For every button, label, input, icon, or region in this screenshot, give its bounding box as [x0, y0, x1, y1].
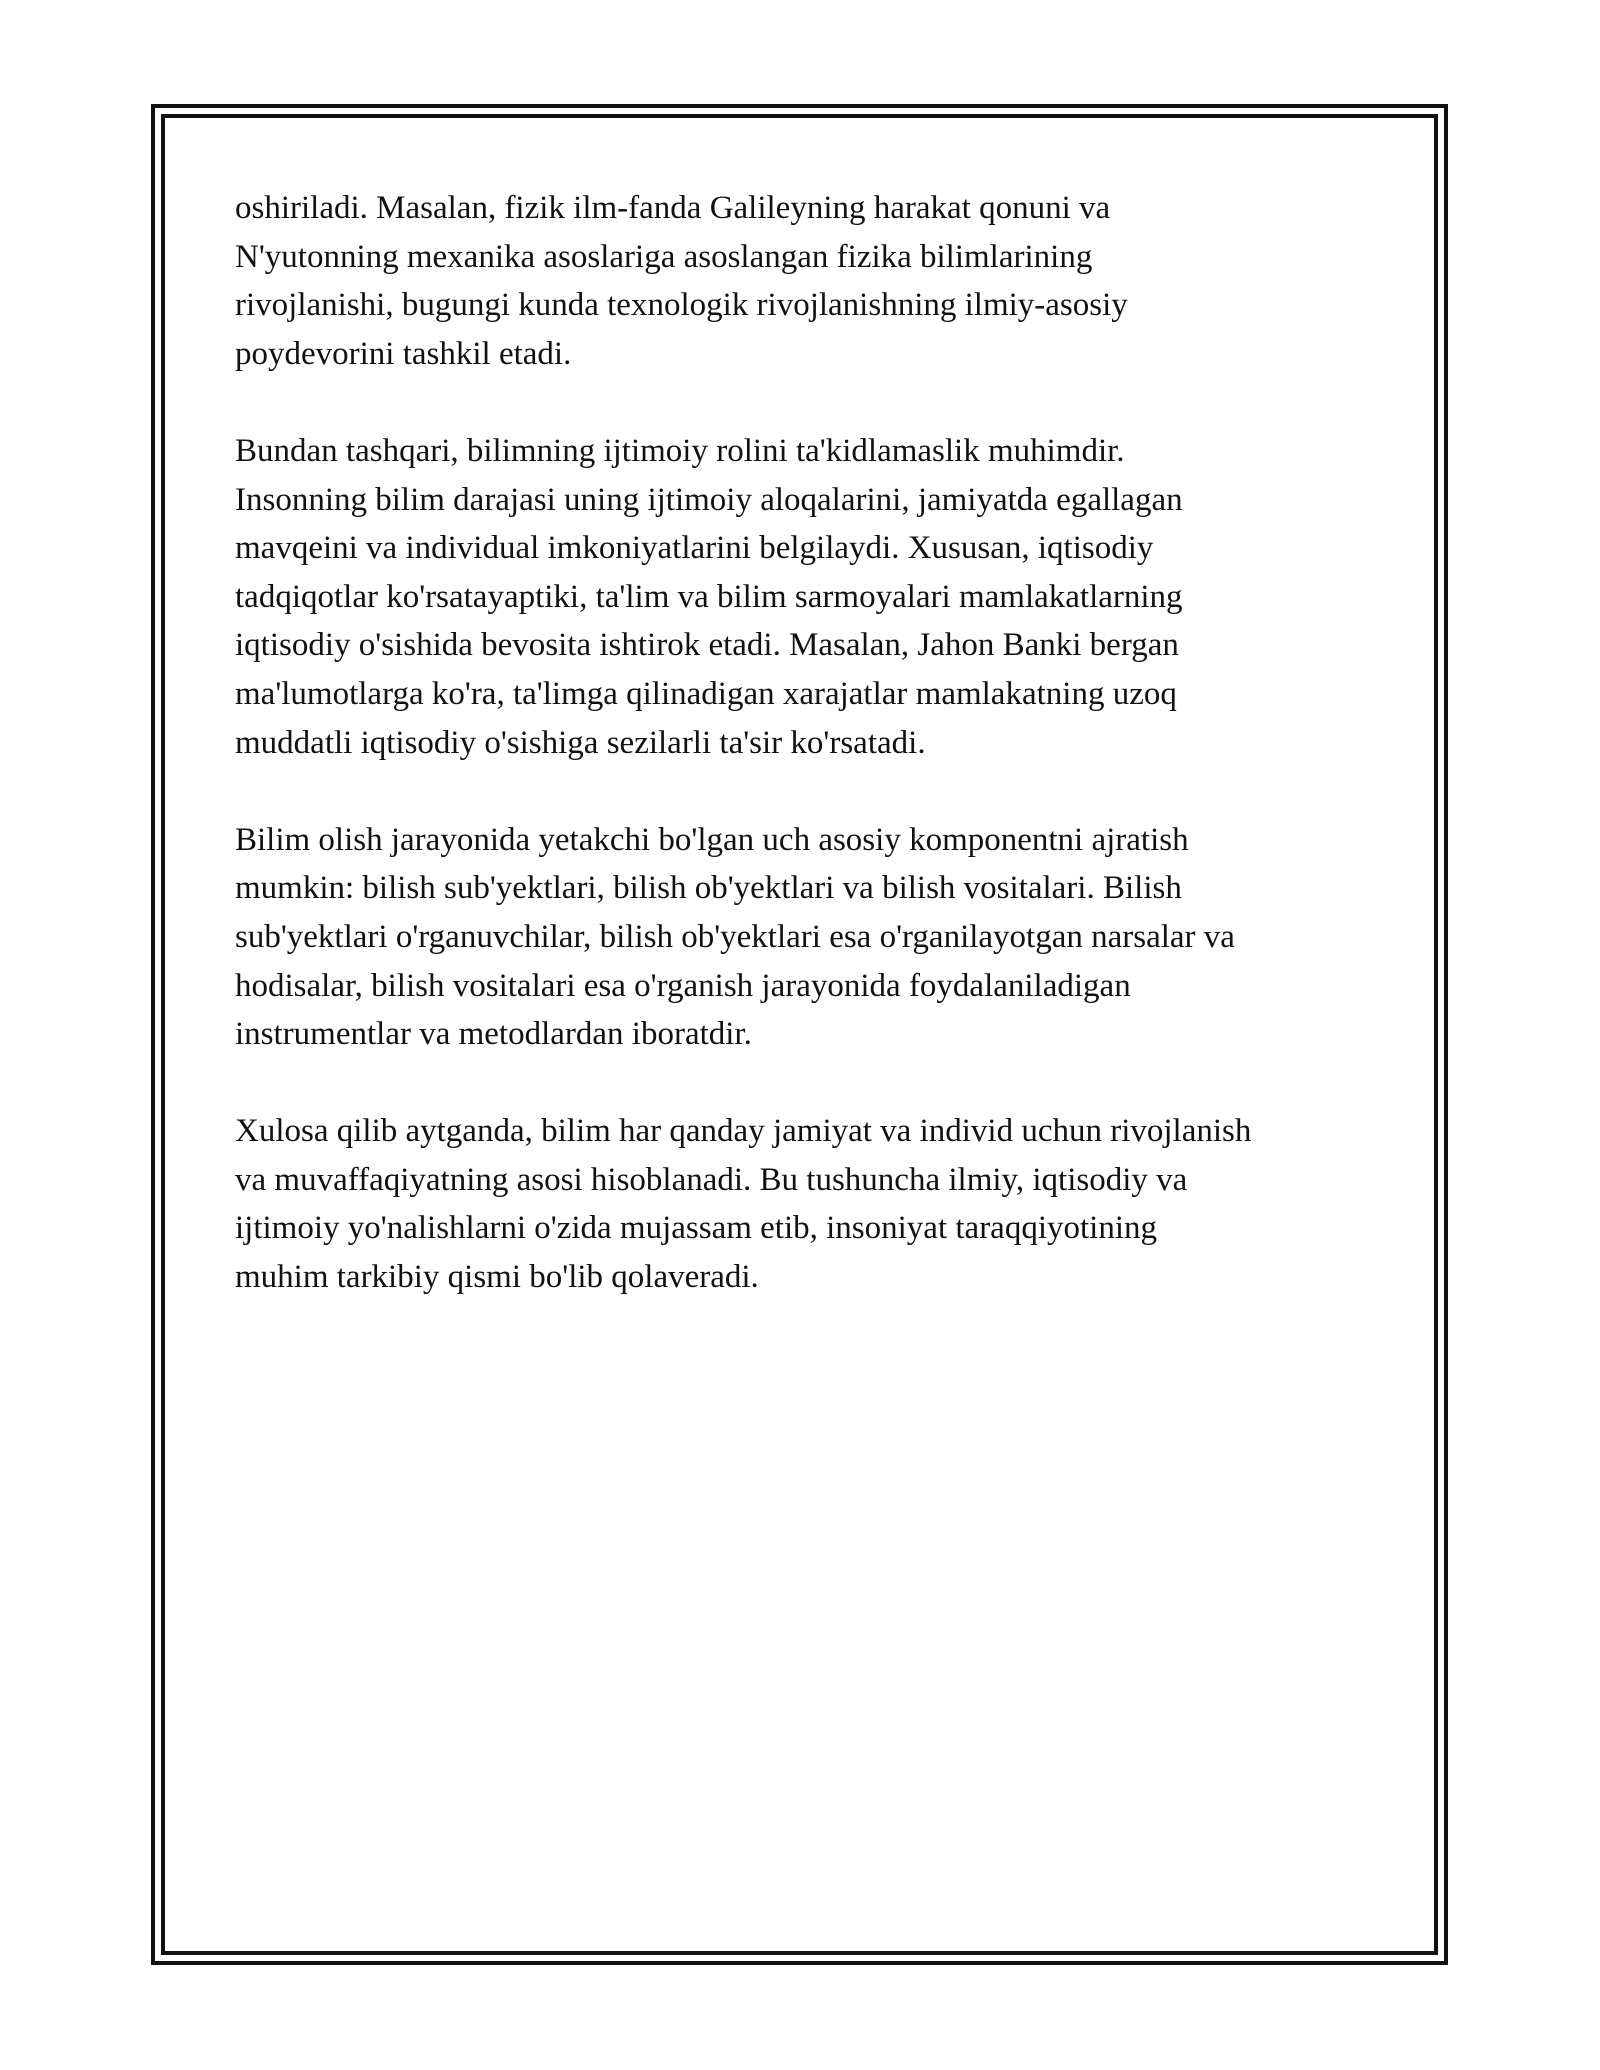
paragraph-2: Bundan tashqari, bilimning ijtimoiy rolini ta'kidlamaslik muhimdir. Insonning bilim darajasi uning ijtimoiy aloqalarini, jamiyatda egallagan mavqeini va individual imkoniyatlarini belgilaydi. Xususan, iqtisodiy tadqiqotlar ko'rsatayaptiki, ta'lim va bilim sarmoyalari mamlakatlarning iqtisodiy o'sishida bevosita ishtirok etadi. Masalan, Jahon Banki bergan ma'lumotlarga ko'ra, ta'limga qilinadigan xarajatlar mamlakatning uzoq muddatli iqtisodiy o'sishiga sezilarli ta'sir ko'rsatadi.: [235, 432, 1183, 761]
paragraph-3: Bilim olish jarayonida yetakchi bo'lgan uch asosiy komponentni ajratish mumkin: bilish sub'yektlari, bilish ob'yektlari va bilish vositalari. Bilish sub'yektlari o'rganuvchilar, bilish ob'yektlari esa o'rganilayotgan narsalar va hodisalar, bilish vositalari esa o'rganish jarayonida foydalaniladigan instrumentlar va metodlardan iboratdir.: [235, 821, 1235, 1053]
document-body: [235, 184, 1395, 1302]
paragraph-4: Xulosa qilib aytganda, bilim har qanday jamiyat va individ uchun rivojlanish va muvaffaqiyatning asosi hisoblanadi. Bu tushuncha ilmiy, iqtisodiy va ijtimoiy yo'nalishlarni o'zida mujassam etib, insoniyat taraqqiyotining muhim tarkibiy qismi bo'lib qolaveradi.: [235, 1113, 1252, 1296]
paragraph-1: oshiriladi. Masalan, fizik ilm-fanda Galileyning harakat qonuni va N'yutonning mexanika asoslariga asoslangan fizika bilimlarining rivojlanishi, bugungi kunda texnologik rivojlanishning ilmiy-asosiy poydevorini tashkil etadi.: [235, 190, 1128, 372]
